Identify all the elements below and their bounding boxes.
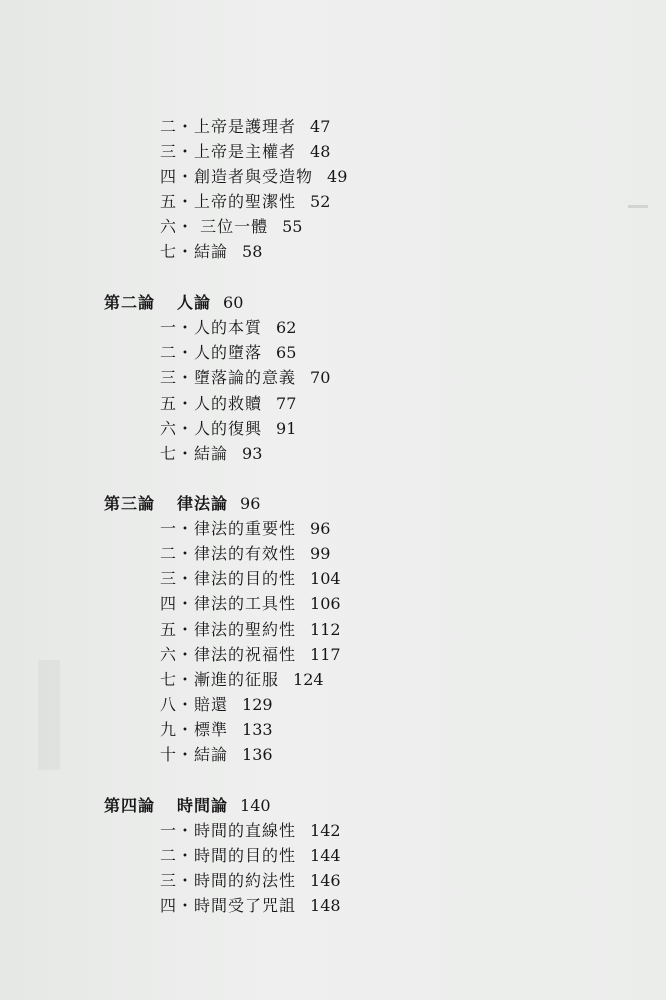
toc-entry-label: 七・結論 [160, 242, 229, 261]
toc-entry-label: 五・律法的聖約性 [160, 620, 297, 639]
toc-entry [160, 569, 341, 589]
toc-entry [160, 444, 262, 464]
toc-entry [160, 419, 296, 439]
toc-entry-label: 九・標準 [160, 720, 229, 739]
chapter-number: 第三論 [104, 494, 156, 513]
toc-entry-page: 99 [310, 544, 331, 563]
chapter-title: 律法論 [177, 494, 229, 513]
toc-entry [160, 645, 341, 665]
toc-entry [160, 821, 341, 841]
chapter-heading [104, 494, 260, 514]
toc-entry-page: 49 [327, 167, 348, 186]
toc-entry-page: 142 [310, 821, 341, 840]
toc-entry [160, 192, 330, 212]
toc-entry [160, 695, 273, 715]
toc-entry-label: 四・律法的工具性 [160, 594, 297, 613]
toc-entry-page: 96 [310, 519, 331, 538]
toc-entry-label: 二・上帝是護理者 [160, 117, 297, 136]
toc-entry-label: 二・律法的有效性 [160, 544, 297, 563]
toc-entry-page: 93 [242, 444, 263, 463]
toc-entry-label: 四・時間受了咒詛 [160, 896, 297, 915]
toc-entry-page: 133 [242, 720, 273, 739]
toc-entry-label: 一・律法的重要性 [160, 519, 297, 538]
toc-entry-page: 129 [242, 695, 273, 714]
chapter-heading [104, 293, 243, 313]
chapter-page: 140 [240, 796, 271, 815]
toc-entry [160, 394, 296, 414]
toc-entry [160, 142, 330, 162]
toc-entry [160, 318, 296, 338]
toc-entry-page: 136 [242, 745, 273, 764]
toc-entry-label: 二・人的墮落 [160, 343, 263, 362]
toc-entry [160, 896, 341, 916]
toc-entry-page: 124 [293, 670, 324, 689]
chapter-title: 時間論 [177, 796, 229, 815]
toc-entry [160, 871, 341, 891]
toc-entry [160, 745, 273, 765]
toc-entry [160, 594, 341, 614]
toc-entry-label: 八・賠還 [160, 695, 229, 714]
toc-entry-label: 一・人的本質 [160, 318, 263, 337]
toc-entry [160, 544, 330, 564]
toc-entry-page: 104 [310, 569, 341, 588]
toc-entry-label: 三・時間的約法性 [160, 871, 297, 890]
toc-entry-page: 144 [310, 846, 341, 865]
toc-entry-label: 五・上帝的聖潔性 [160, 192, 297, 211]
chapter-heading [104, 796, 271, 816]
toc-entry-label: 二・時間的目的性 [160, 846, 297, 865]
toc-entry [160, 519, 330, 539]
toc-entry-page: 117 [310, 645, 341, 664]
toc-entry-page: 112 [310, 620, 341, 639]
toc-entry [160, 242, 262, 262]
toc-entry [160, 720, 273, 740]
toc-entry-page: 48 [310, 142, 331, 161]
toc-entry-page: 47 [310, 117, 331, 136]
toc-entry-label: 一・時間的直線性 [160, 821, 297, 840]
toc-entry [160, 167, 347, 187]
toc-entry-page: 77 [276, 394, 297, 413]
chapter-page: 60 [223, 293, 244, 312]
toc-entry-page: 52 [310, 192, 331, 211]
chapter-number: 第四論 [104, 796, 156, 815]
toc-entry [160, 620, 341, 640]
toc-entry [160, 217, 302, 237]
toc-entry-label: 三・墮落論的意義 [160, 368, 297, 387]
toc-entry [160, 343, 296, 363]
toc-entry-page: 55 [282, 217, 303, 236]
toc-entry [160, 670, 324, 690]
toc-entry-page: 91 [276, 419, 297, 438]
toc-entry-page: 58 [242, 242, 263, 261]
toc-entry-label: 十・結論 [160, 745, 229, 764]
toc-entry [160, 846, 341, 866]
toc-entry [160, 368, 330, 388]
toc-entry-page: 148 [310, 896, 341, 915]
toc-entry-page: 146 [310, 871, 341, 890]
toc-entry-page: 70 [310, 368, 331, 387]
toc-entry-label: 四・創造者與受造物 [160, 167, 314, 186]
toc-entry-label: 七・結論 [160, 444, 229, 463]
toc-entry-label: 三・上帝是主權者 [160, 142, 297, 161]
toc-entry-label: 三・律法的目的性 [160, 569, 297, 588]
toc-entry-page: 62 [276, 318, 297, 337]
toc-entry [160, 117, 330, 137]
toc-entry-label: 六・律法的祝福性 [160, 645, 297, 664]
toc-entry-label: 五・人的救贖 [160, 394, 263, 413]
toc-entry-label: 六・ 三位一體 [160, 217, 269, 236]
chapter-title: 人論 [177, 293, 212, 312]
toc-entry-label: 七・漸進的征服 [160, 670, 280, 689]
toc-entry-label: 六・人的復興 [160, 419, 263, 438]
chapter-page: 96 [240, 494, 261, 513]
chapter-number: 第二論 [104, 293, 156, 312]
toc-entry-page: 106 [310, 594, 341, 613]
toc-entry-page: 65 [276, 343, 297, 362]
